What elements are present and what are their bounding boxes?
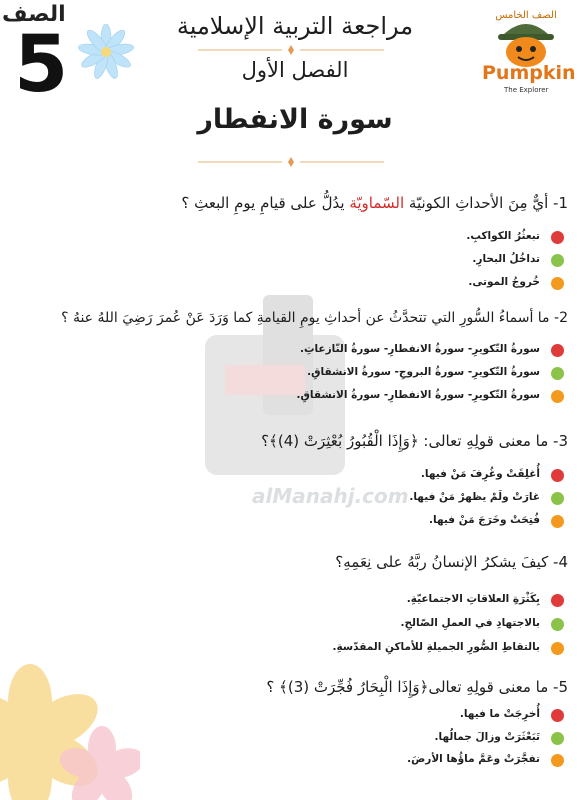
bullet-dot-icon bbox=[551, 709, 564, 722]
pumpkin-logo bbox=[480, 8, 576, 98]
logo-wordmark: Pumpkin bbox=[482, 62, 576, 84]
option-label: تفجَّرَتْ وعَمَّ ماؤُها الأرضَ. bbox=[407, 753, 540, 765]
logo-subtitle: The Explorer bbox=[504, 86, 549, 94]
watermark-text: alManahj.com bbox=[252, 484, 409, 508]
question-highlight: السّماويّة bbox=[349, 194, 405, 212]
bullet-dot-icon bbox=[551, 618, 564, 631]
flower-icon bbox=[76, 22, 136, 82]
question-number: 5- bbox=[553, 678, 568, 696]
option-label: سورةُ التّكويرِ- سورةُ الانفطارِ- سورةُ النّازعاتِ. bbox=[299, 343, 540, 355]
option-3-2[interactable] bbox=[409, 491, 540, 503]
question-number: 2- bbox=[554, 310, 568, 326]
grade-label: الصف bbox=[2, 2, 66, 27]
option-label: بالتقاطِ الصُّورِ الجميلةِ للأماكنِ المقدّسةِ. bbox=[332, 641, 540, 653]
option-label: سورةُ التّكويرِ- سورةُ الانفطارِ- سورةُ الانشقاقِ. bbox=[296, 389, 540, 401]
bullet-dot-icon bbox=[551, 254, 564, 267]
option-label: أُخرِجَتْ ما فيها. bbox=[459, 708, 540, 720]
bullet-dot-icon bbox=[551, 754, 564, 767]
option-2-2[interactable] bbox=[307, 366, 540, 378]
option-5-3[interactable] bbox=[407, 753, 540, 765]
option-label: فُتِحَتْ وخَرَجَ مَنْ فيها. bbox=[429, 514, 540, 526]
flower-decoration-icon bbox=[0, 600, 140, 800]
option-label: أُغلِقَتْ وغُرِفَ مَنْ فيها. bbox=[420, 468, 540, 480]
option-3-1[interactable] bbox=[421, 468, 540, 480]
bullet-dot-icon bbox=[551, 732, 564, 745]
question-text: أيٌّ مِنَ الأحداثِ الكونيّة bbox=[404, 194, 549, 212]
bullet-dot-icon bbox=[551, 492, 564, 505]
option-label: غارَتْ ولَمْ يظهرْ مَنْ فيها. bbox=[409, 491, 540, 503]
question-3 bbox=[261, 432, 568, 450]
divider-ornament bbox=[198, 156, 384, 168]
option-4-1[interactable] bbox=[407, 593, 540, 605]
question-text: كيفَ يشكرُ الإنسانُ ربَّهُ على نِعَمِهِ؟ bbox=[335, 553, 549, 571]
option-label: سورةُ التّكويرِ- سورةُ البروجِ- سورةُ الانشقاقِ. bbox=[307, 366, 540, 378]
option-5-2[interactable] bbox=[435, 731, 540, 743]
question-number: 4- bbox=[553, 553, 568, 571]
option-label: تبعثُرُ الكواكبِ. bbox=[466, 230, 540, 242]
bullet-dot-icon bbox=[551, 344, 564, 357]
bullet-dot-icon bbox=[551, 277, 564, 290]
question-2 bbox=[61, 310, 568, 326]
option-label: خُروجُ الموتى. bbox=[468, 276, 540, 288]
question-4 bbox=[335, 553, 568, 571]
option-label: بالاجتهادِ في العملِ الصّالحِ. bbox=[400, 617, 540, 629]
bullet-dot-icon bbox=[551, 515, 564, 528]
option-4-3[interactable] bbox=[332, 641, 540, 653]
bullet-dot-icon bbox=[551, 390, 564, 403]
grade-number: 5 bbox=[14, 20, 69, 110]
option-2-1[interactable] bbox=[300, 343, 540, 355]
question-1 bbox=[181, 194, 568, 212]
question-number: 3- bbox=[553, 432, 568, 450]
option-2-3[interactable] bbox=[297, 389, 541, 401]
option-label: بِكَثْرَةِ العلاقاتِ الاجتماعيّةِ. bbox=[406, 593, 540, 605]
question-text: ما معنى قولِهِ تعالى: ﴿وَإِذَا الْقُبُورُ بُعْثِرَتْ (4)﴾؟ bbox=[261, 432, 549, 450]
question-5 bbox=[266, 678, 568, 696]
bullet-dot-icon bbox=[551, 594, 564, 607]
bullet-dot-icon bbox=[551, 469, 564, 482]
option-1-3[interactable] bbox=[468, 276, 540, 288]
bullet-dot-icon bbox=[551, 231, 564, 244]
bullet-dot-icon bbox=[551, 367, 564, 380]
option-4-2[interactable] bbox=[401, 617, 541, 629]
option-1-2[interactable] bbox=[472, 253, 540, 265]
option-5-1[interactable] bbox=[460, 708, 540, 720]
question-text: يدُلُّ على قيامِ يومِ البعثِ ؟ bbox=[181, 194, 350, 212]
surah-title: سورة الانفطار bbox=[197, 104, 393, 135]
option-1-1[interactable] bbox=[466, 230, 540, 242]
option-label: تداخُلُ البحارِ. bbox=[472, 253, 540, 265]
question-text: ما أسماءُ السُّورِ التي تتحدَّثُ عن أحداثِ يومِ القيامةِ كما وَرَدَ عَنْ عُمرَ رَضِيَ اللهُ عنهُ ؟ bbox=[61, 310, 550, 326]
logo-grade-text: الصف الخامس bbox=[495, 10, 557, 21]
page-title: مراجعة التربية الإسلامية bbox=[176, 12, 414, 40]
question-number: 1- bbox=[553, 194, 568, 212]
bullet-dot-icon bbox=[551, 642, 564, 655]
question-text: ما معنى قولِهِ تعالى﴿وَإِذَا الْبِحَارُ فُجِّرَتْ (3)﴾ ؟ bbox=[266, 678, 549, 696]
option-3-3[interactable] bbox=[429, 514, 540, 526]
semester-title: الفصل الأول bbox=[241, 58, 349, 82]
divider-ornament bbox=[198, 44, 384, 56]
option-label: تَبَعْثَرَتْ وزالَ جمالُها. bbox=[434, 731, 540, 743]
